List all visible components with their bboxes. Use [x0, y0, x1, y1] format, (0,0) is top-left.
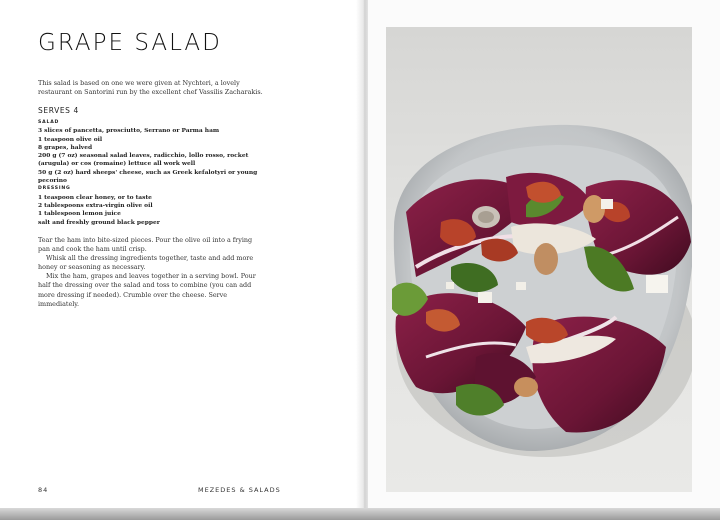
cheese-crumble: [446, 282, 454, 289]
ingredient-line: 200 g (7 oz) seasonal salad leaves, radicchio, lollo rosso, rocket (arugula) or cos (romaine) lettuce all work well: [38, 152, 249, 168]
cheese-crumble: [646, 275, 668, 293]
salad-heading: SALAD: [38, 120, 60, 125]
cheese-crumble: [478, 292, 492, 303]
ingredient-line: 3 slices of pancetta, prosciutto, Serrano or Parma ham: [38, 127, 220, 135]
salad-photo: [386, 27, 692, 492]
ingredient-line: 1 teaspoon clear honey, or to taste: [38, 193, 152, 201]
ingredient-line: 8 grapes, halved: [38, 143, 93, 151]
ingredient-line: 50 g (2 oz) hard sheeps' cheese, such as Greek kefalotyri or young pecorino: [38, 168, 258, 185]
dressing-heading: DRESSING: [38, 186, 71, 192]
ingredient-line: 1 teaspoon olive oil: [38, 135, 103, 143]
book-bottom-edge: [0, 508, 720, 520]
method-step: Mix the ham, grapes and leaves together in a serving bowl. Pour half the dressing over the salad and toss to combine (you can add more dressing if needed). Crumble over the cheese. Serve immediately.: [38, 272, 256, 308]
section-title: MEZEDES & SALADS: [198, 486, 281, 494]
recipe-method: [38, 236, 264, 309]
salad-ingredients: [38, 119, 268, 227]
left-page: [0, 0, 362, 510]
cheese-crumble: [601, 199, 613, 209]
grape-half: [478, 211, 494, 223]
recipe-title: GRAPE SALAD: [38, 30, 222, 56]
salad-illustration: [386, 27, 692, 492]
grape-half: [534, 243, 558, 275]
grape-half: [514, 377, 538, 397]
recipe-intro: This salad is based on one we were given at Nychteri, a lovely restaurant on Santorini run by the excellent chef Vassilis Zacharakis.: [38, 79, 263, 97]
serves-label: SERVES 4: [38, 106, 79, 115]
method-step: Tear the ham into bite-sized pieces. Pour the olive oil into a frying pan and cook the ham until crisp.: [38, 236, 253, 254]
ingredient-line: 1 tablespoon lemon juice: [38, 210, 121, 218]
ingredient-line: 2 tablespoons extra-virgin olive oil: [38, 201, 153, 209]
cheese-crumble: [516, 282, 526, 290]
page-number: 84: [38, 486, 49, 494]
ingredient-line: salt and freshly ground black pepper: [38, 218, 160, 226]
method-step: Whisk all the dressing ingredients together, taste and add more honey or seasoning as necessary.: [38, 254, 254, 272]
